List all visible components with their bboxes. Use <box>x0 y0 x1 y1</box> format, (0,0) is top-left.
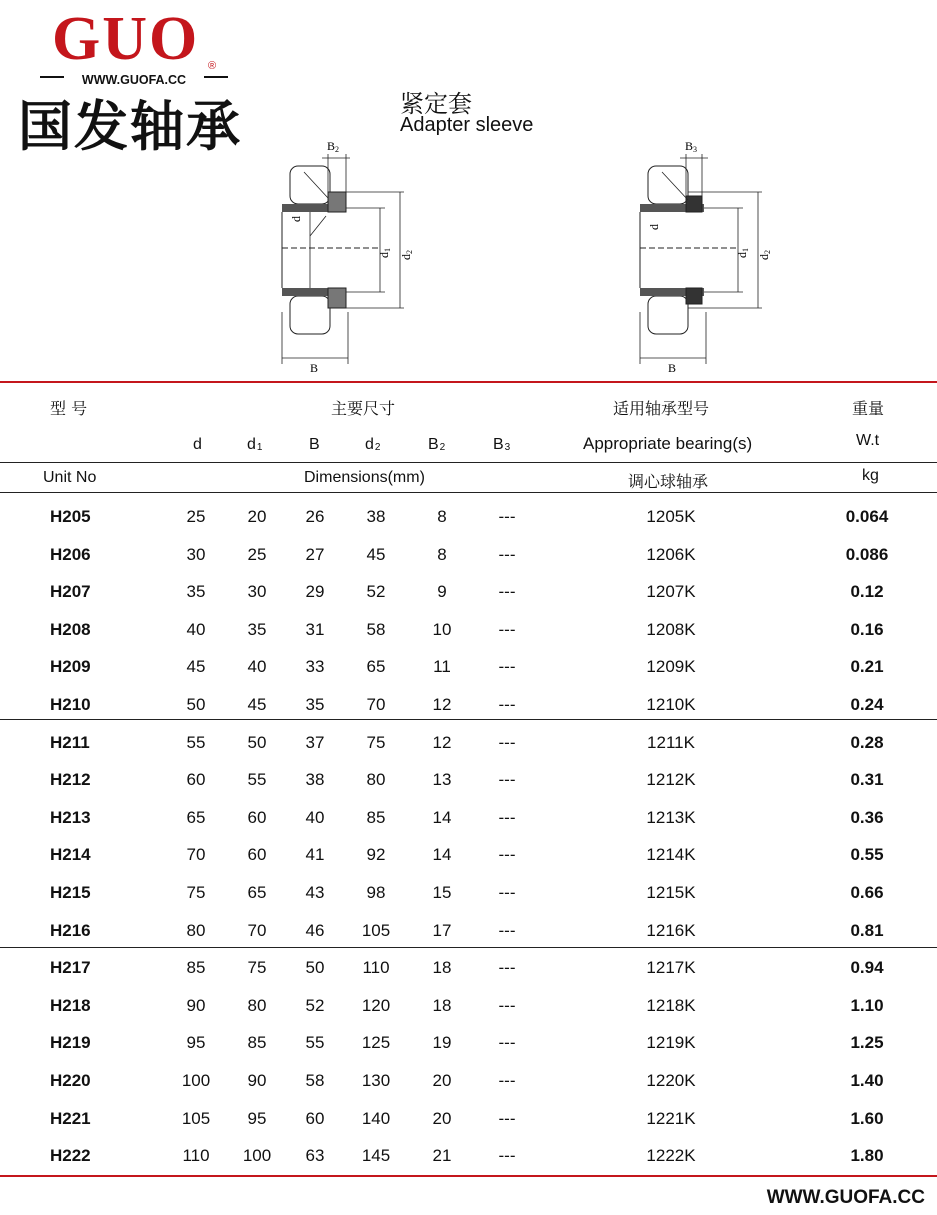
cell-unit: H219 <box>50 1033 91 1052</box>
cell-B: 33 <box>305 657 325 676</box>
cell-d2: 70 <box>366 695 386 714</box>
cell-bearing: 1222K <box>646 1146 696 1165</box>
cell-bearing: 1220K <box>646 1071 696 1090</box>
cell-d1: 25 <box>247 545 267 564</box>
cell-d2: 98 <box>366 883 386 902</box>
cell-B: 35 <box>305 695 325 714</box>
header-col-d1: d1 <box>247 436 263 453</box>
cell-unit: H209 <box>50 657 91 676</box>
cell-weight: 0.36 <box>850 808 884 827</box>
cell-unit: H214 <box>50 845 91 864</box>
cell-unit: H213 <box>50 808 91 827</box>
cell-d1: 60 <box>247 845 267 864</box>
cell-d2: 92 <box>366 845 386 864</box>
cell-B: 63 <box>305 1146 325 1165</box>
cell-d: 100 <box>181 1071 211 1090</box>
header-weight-cn: 重量 <box>852 399 885 418</box>
cell-d1: 30 <box>247 582 267 601</box>
registered-mark: ® <box>208 60 217 72</box>
cell-bearing: 1210K <box>646 695 696 714</box>
label-d1: d1 <box>377 248 392 258</box>
cell-d2: 45 <box>366 545 386 564</box>
cell-d1: 65 <box>247 883 267 902</box>
cell-B3: --- <box>498 620 516 639</box>
cell-bearing: 1212K <box>646 770 696 789</box>
label-d1: d1 <box>735 248 750 258</box>
cell-B: 50 <box>305 958 325 977</box>
header-weight-unit: kg <box>862 467 879 484</box>
header-col-d: d <box>193 436 202 453</box>
cell-weight: 1.60 <box>850 1109 884 1128</box>
cell-d1: 60 <box>247 808 267 827</box>
cell-weight: 0.81 <box>850 921 884 940</box>
cell-bearing: 1207K <box>646 582 696 601</box>
cell-B3: --- <box>498 657 516 676</box>
product-title-en: Adapter sleeve <box>400 114 534 136</box>
cell-weight: 1.40 <box>850 1071 884 1090</box>
cell-d: 30 <box>186 545 206 564</box>
cell-bearing: 1215K <box>646 883 696 902</box>
label-d: d <box>647 224 661 230</box>
cell-bearing: 1221K <box>646 1109 696 1128</box>
cell-d2: 145 <box>361 1146 391 1165</box>
cell-weight: 1.80 <box>850 1146 884 1165</box>
cell-B: 55 <box>305 1033 325 1052</box>
cell-B2: 18 <box>432 996 452 1015</box>
cell-d1: 20 <box>247 507 267 526</box>
group-divider-1 <box>0 719 937 720</box>
cell-d1: 75 <box>247 958 267 977</box>
header-bearing-type-cn: 调心球轴承 <box>628 472 709 491</box>
cell-d1: 85 <box>247 1033 267 1052</box>
cell-B2: 12 <box>432 695 452 714</box>
cell-d: 45 <box>186 657 206 676</box>
header-col-B: B <box>309 436 320 453</box>
cell-B: 46 <box>305 921 325 940</box>
cell-B: 41 <box>305 845 325 864</box>
cell-bearing: 1211K <box>647 733 695 752</box>
cell-d2: 130 <box>361 1071 391 1090</box>
label-B3: B3 <box>685 139 698 154</box>
cell-B2: 17 <box>432 921 452 940</box>
cell-B3: --- <box>498 1109 516 1128</box>
cell-weight: 0.24 <box>850 695 884 714</box>
cell-B2: 12 <box>432 733 452 752</box>
header-col-B3: B3 <box>493 436 511 453</box>
cell-d1: 90 <box>247 1071 267 1090</box>
cell-bearing: 1219K <box>646 1033 696 1052</box>
cell-B: 29 <box>305 582 325 601</box>
cell-unit: H206 <box>50 545 91 564</box>
header-main-dims-cn: 主要尺寸 <box>331 399 396 418</box>
cell-d: 50 <box>186 695 206 714</box>
cell-B: 52 <box>305 996 325 1015</box>
logo-wordmark: GUO <box>52 5 200 73</box>
cell-bearing: 1205K <box>646 507 696 526</box>
cell-B2: 15 <box>432 883 452 902</box>
cell-weight: 0.55 <box>850 845 884 864</box>
footer-website: WWW.GUOFA.CC <box>766 1187 925 1208</box>
cell-unit: H215 <box>50 883 91 902</box>
cell-weight: 0.16 <box>850 620 884 639</box>
cell-B2: 20 <box>432 1109 452 1128</box>
cell-d2: 75 <box>366 733 386 752</box>
label-d: d <box>289 216 303 222</box>
header-dimensions: Dimensions(mm) <box>304 469 425 486</box>
cell-d: 75 <box>186 883 206 902</box>
cell-d1: 40 <box>247 657 267 676</box>
cell-weight: 0.21 <box>850 657 884 676</box>
cell-weight: 0.66 <box>850 883 884 902</box>
cell-d1: 70 <box>247 921 267 940</box>
label-d2: d2 <box>399 250 414 260</box>
logo-website: WWW.GUOFA.CC <box>81 73 187 87</box>
cell-d: 95 <box>186 1033 206 1052</box>
cell-d2: 110 <box>362 958 390 977</box>
cell-d2: 52 <box>366 582 386 601</box>
cell-B3: --- <box>498 507 516 526</box>
cell-d1: 50 <box>247 733 267 752</box>
cell-B: 38 <box>305 770 325 789</box>
cell-unit: H208 <box>50 620 91 639</box>
cell-weight: 1.10 <box>850 996 884 1015</box>
cell-unit: H218 <box>50 996 91 1015</box>
cell-d: 40 <box>186 620 206 639</box>
cell-d: 80 <box>186 921 206 940</box>
cell-bearing: 1206K <box>646 545 696 564</box>
cell-weight: 0.94 <box>850 958 884 977</box>
cell-d: 65 <box>186 808 206 827</box>
cell-d2: 58 <box>366 620 386 639</box>
cell-bearing: 1217K <box>646 958 696 977</box>
cell-B: 26 <box>305 507 325 526</box>
cell-weight: 0.086 <box>845 545 889 564</box>
table-bottom-rule <box>0 1175 937 1177</box>
header-middle-rule <box>0 462 937 463</box>
cell-B3: --- <box>498 545 516 564</box>
cell-weight: 0.28 <box>850 733 884 752</box>
cell-d: 55 <box>186 733 206 752</box>
cell-d1: 100 <box>242 1146 272 1165</box>
cell-d: 35 <box>186 582 206 601</box>
cell-B3: --- <box>498 582 516 601</box>
cell-B: 58 <box>305 1071 325 1090</box>
label-B2: B2 <box>327 139 340 154</box>
cell-B2: 11 <box>433 657 451 676</box>
cell-weight: 0.31 <box>850 770 884 789</box>
cell-unit: H212 <box>50 770 91 789</box>
cell-B3: --- <box>498 958 516 977</box>
cell-unit: H220 <box>50 1071 91 1090</box>
header-bottom-rule <box>0 492 937 493</box>
cell-B2: 8 <box>437 507 447 526</box>
label-B: B <box>668 361 677 375</box>
cell-B3: --- <box>498 883 516 902</box>
cell-d1: 95 <box>247 1109 267 1128</box>
cell-d: 70 <box>186 845 206 864</box>
cell-unit: H205 <box>50 507 91 526</box>
cell-B3: --- <box>498 695 516 714</box>
header-weight-en: W.t <box>856 432 880 449</box>
cell-unit: H222 <box>50 1146 91 1165</box>
cell-weight: 0.064 <box>845 507 889 526</box>
cell-B2: 19 <box>432 1033 452 1052</box>
cell-bearing: 1208K <box>646 620 696 639</box>
cell-B2: 8 <box>437 545 447 564</box>
adapter-sleeve-diagram-right <box>628 136 778 376</box>
cell-d2: 120 <box>361 996 391 1015</box>
cell-unit: H216 <box>50 921 91 940</box>
cell-B3: --- <box>498 733 516 752</box>
cell-unit: H221 <box>50 1109 91 1128</box>
cell-d2: 65 <box>366 657 386 676</box>
cell-B3: --- <box>498 1071 516 1090</box>
cell-d1: 35 <box>247 620 267 639</box>
cell-d: 60 <box>186 770 206 789</box>
cell-B: 37 <box>305 733 325 752</box>
cell-B: 31 <box>305 620 325 639</box>
cell-unit: H211 <box>50 733 90 752</box>
cell-B2: 21 <box>432 1146 452 1165</box>
cell-d1: 45 <box>247 695 267 714</box>
cell-B2: 20 <box>432 1071 452 1090</box>
cell-B3: --- <box>498 845 516 864</box>
header-unit-no: Unit No <box>43 469 97 486</box>
cell-unit: H210 <box>50 695 91 714</box>
cell-d2: 38 <box>366 507 386 526</box>
cell-d: 90 <box>186 996 206 1015</box>
cell-weight: 0.12 <box>850 582 884 601</box>
label-B: B <box>310 361 319 375</box>
cell-B2: 10 <box>432 620 452 639</box>
cell-bearing: 1216K <box>646 921 696 940</box>
cell-B2: 9 <box>437 582 447 601</box>
header-col-d2: d2 <box>365 436 381 453</box>
cell-B3: --- <box>498 1033 516 1052</box>
cell-B3: --- <box>498 996 516 1015</box>
cell-B3: --- <box>498 1146 516 1165</box>
cell-d1: 80 <box>247 996 267 1015</box>
cell-B3: --- <box>498 808 516 827</box>
header-bearing-en: Appropriate bearing(s) <box>583 434 753 453</box>
cell-d2: 85 <box>366 808 386 827</box>
header-model-cn: 型 号 <box>50 399 88 418</box>
header-bearing-cn: 适用轴承型号 <box>613 399 710 418</box>
adapter-sleeve-diagram-left <box>270 136 420 376</box>
group-divider-2 <box>0 947 937 948</box>
cell-B: 40 <box>305 808 325 827</box>
header-col-B2: B2 <box>428 436 446 453</box>
cell-d2: 140 <box>361 1109 391 1128</box>
cell-B2: 14 <box>432 808 452 827</box>
cell-B2: 18 <box>432 958 452 977</box>
cell-d: 105 <box>181 1109 211 1128</box>
cell-d2: 105 <box>361 921 391 940</box>
header-top-rule <box>0 381 937 383</box>
cell-d2: 125 <box>361 1033 391 1052</box>
cell-bearing: 1213K <box>646 808 696 827</box>
cell-B: 60 <box>305 1109 325 1128</box>
cell-d: 25 <box>186 507 206 526</box>
cell-d: 85 <box>186 958 206 977</box>
cell-B2: 14 <box>432 845 452 864</box>
cell-bearing: 1209K <box>646 657 696 676</box>
cell-unit: H207 <box>50 582 91 601</box>
company-name-cn: 国发轴承 <box>18 95 242 158</box>
cell-weight: 1.25 <box>850 1033 884 1052</box>
cell-B: 43 <box>305 883 325 902</box>
cell-d1: 55 <box>247 770 267 789</box>
label-d2: d2 <box>757 250 772 260</box>
cell-bearing: 1214K <box>646 845 696 864</box>
cell-B3: --- <box>498 770 516 789</box>
product-title-cn: 紧定套 <box>400 90 472 118</box>
cell-B3: --- <box>498 921 516 940</box>
cell-unit: H217 <box>50 958 91 977</box>
cell-d: 110 <box>182 1146 210 1165</box>
cell-B2: 13 <box>432 770 452 789</box>
cell-B: 27 <box>305 545 325 564</box>
cell-d2: 80 <box>366 770 386 789</box>
cell-bearing: 1218K <box>646 996 696 1015</box>
